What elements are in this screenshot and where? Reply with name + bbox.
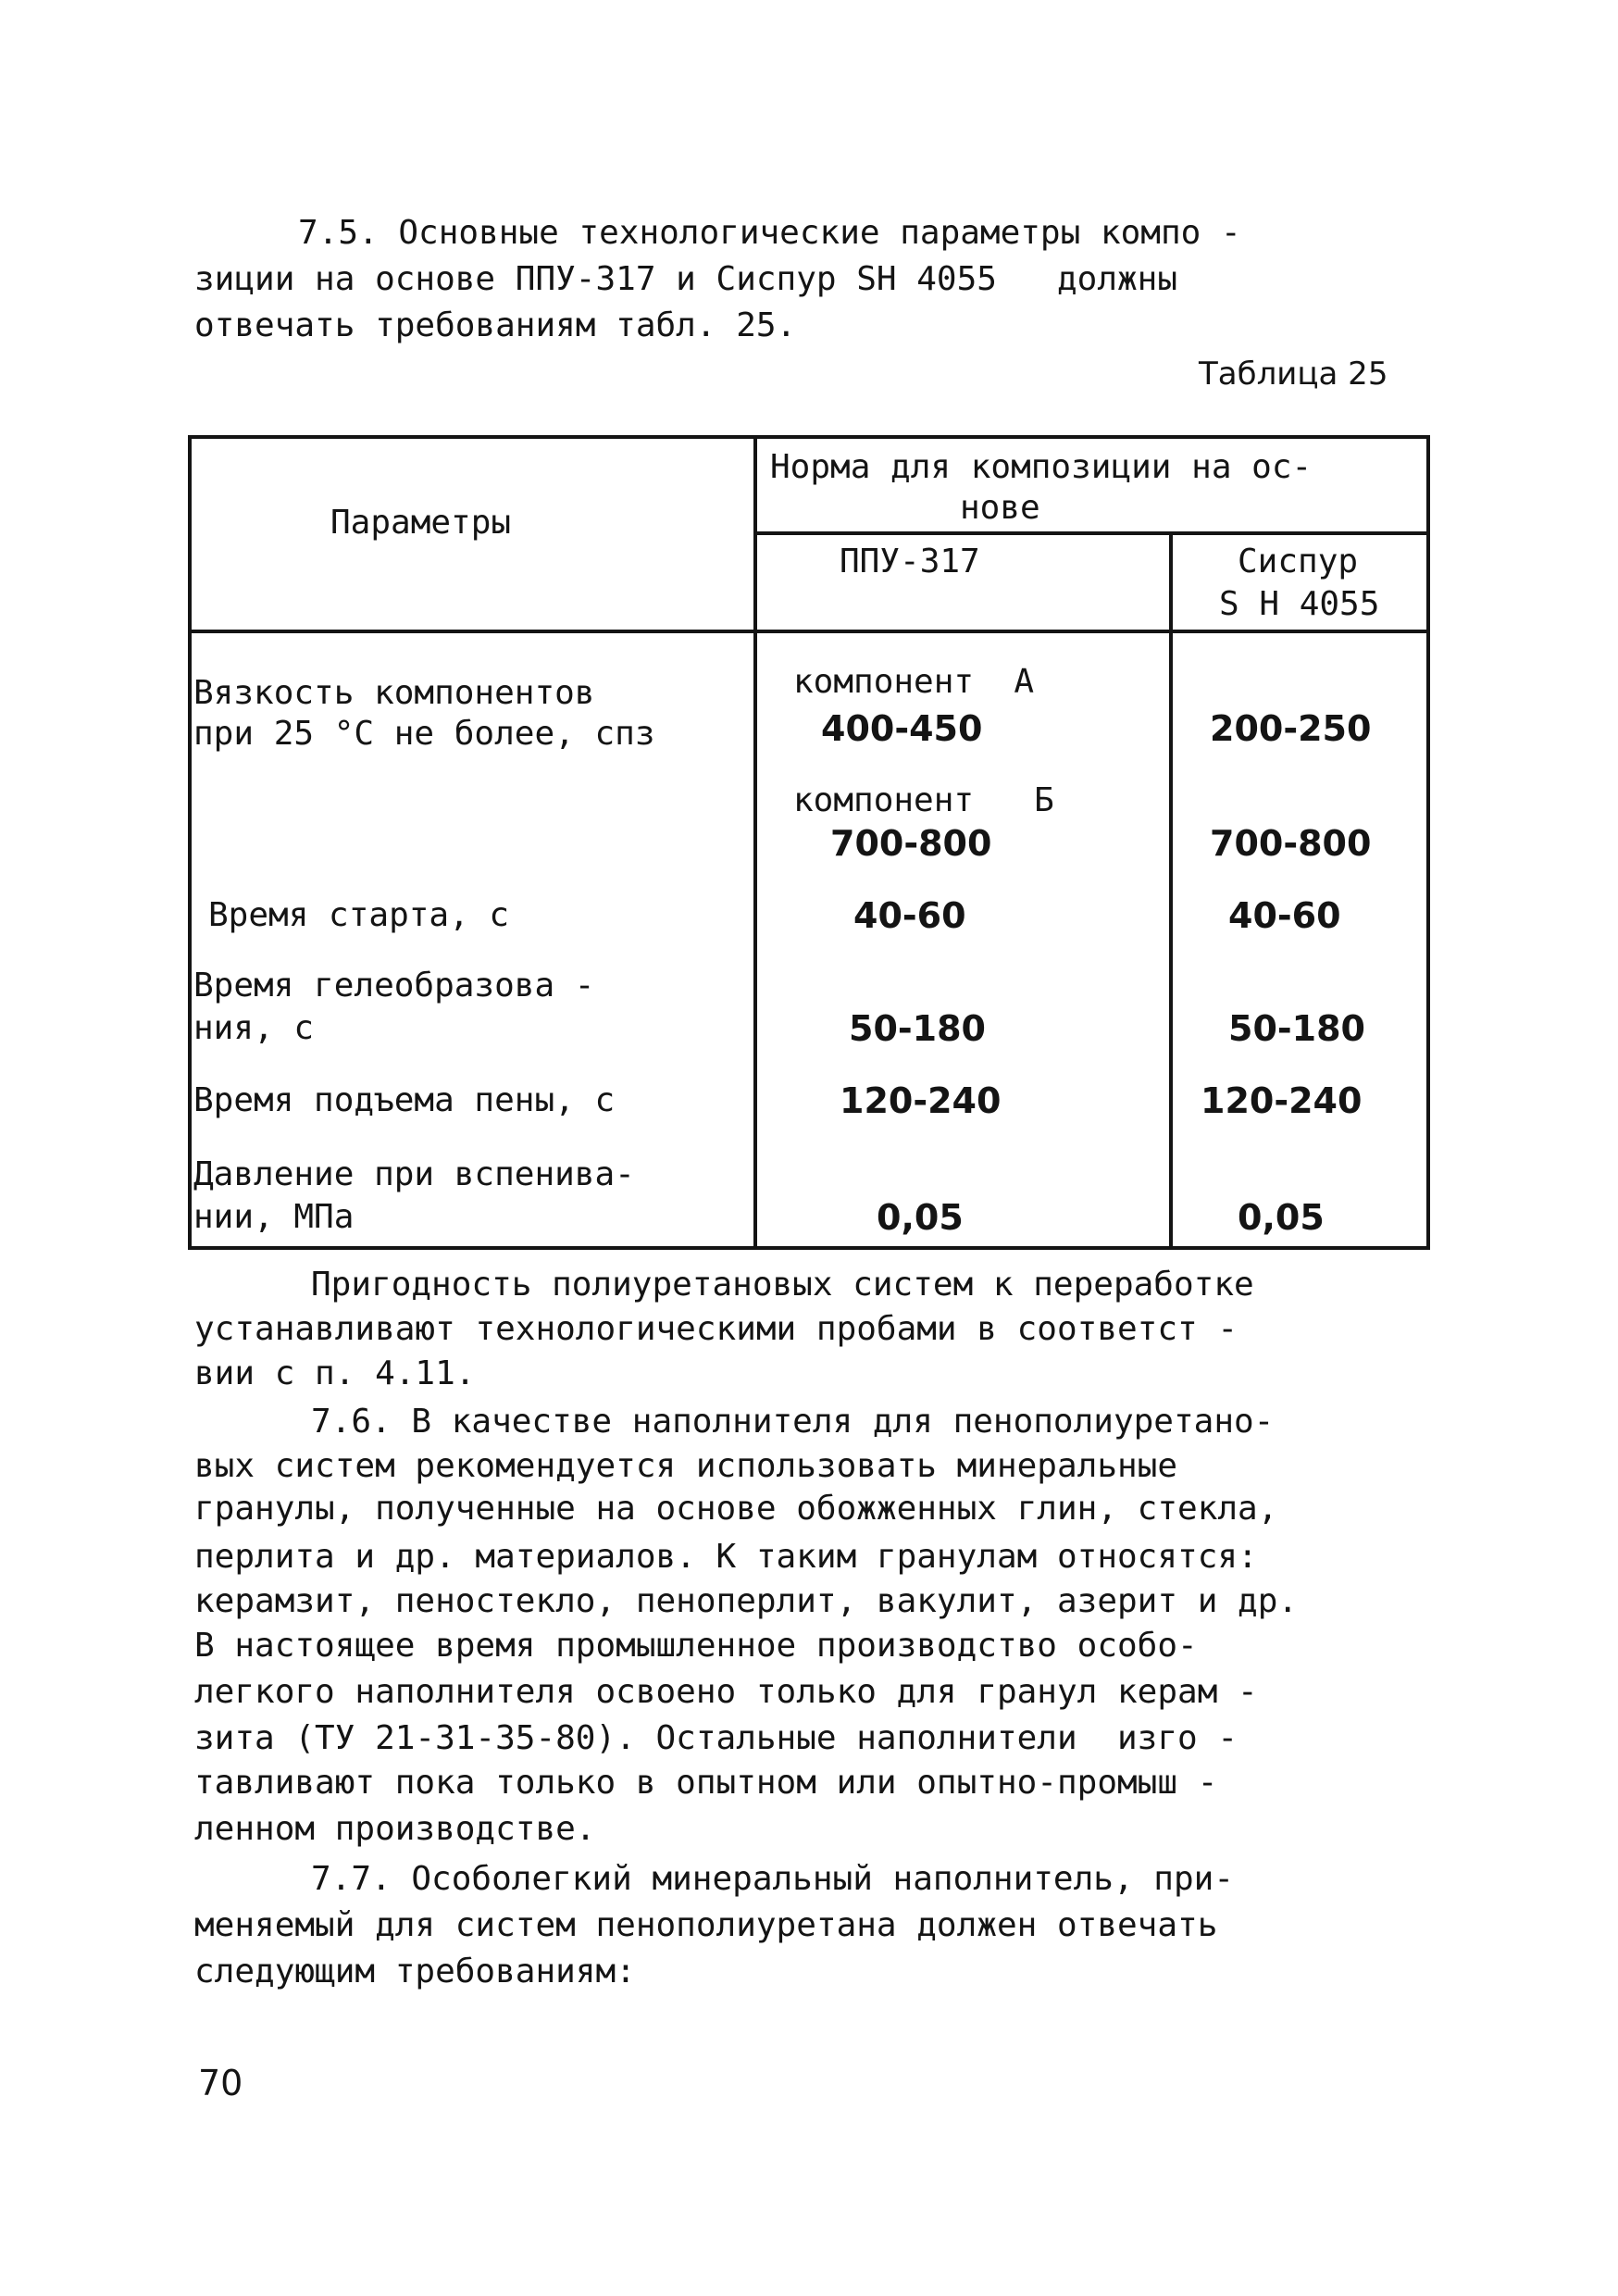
header-divider (753, 531, 1426, 535)
text-line: гранулы, полученные на основе обожженных глин, стекла, (194, 1490, 1278, 1528)
value-cell: 0,05 (877, 1197, 964, 1238)
value-cell: 700-800 (1210, 823, 1372, 864)
header-col-ppu: ППУ-317 (840, 543, 980, 580)
text-line: отвечать требованиям табл. 25. (194, 306, 797, 344)
header-params: Параметры (330, 504, 512, 542)
text-line: устанавливают технологическими пробами в соответст - (194, 1310, 1238, 1348)
text-line: легкого наполнителя освоено только для гранул керам - (194, 1673, 1258, 1711)
text-line: В настоящее время промышленное производство особо- (194, 1627, 1198, 1665)
value-cell: 0,05 (1238, 1197, 1325, 1238)
header-col-sispur: Сиспур (1238, 543, 1359, 580)
value-cell: 50-180 (1228, 1008, 1365, 1049)
header-col-sispur: S H 4055 (1219, 585, 1380, 623)
text-line: зита (ТУ 21-31-35-80). Остальные наполнители изго - (194, 1719, 1238, 1757)
page-number: 70 (198, 2063, 243, 2103)
component-label: компонент А (793, 663, 1035, 701)
text-line: зиции на основе ППУ-317 и Сиспур SH 4055 должны (194, 260, 1178, 298)
text-line: 7.6. В качестве наполнителя для пенополиуретано- (311, 1403, 1275, 1441)
text-line: ленном производстве. (194, 1810, 596, 1848)
text-line: Пригодность полиуретановых систем к переработке (311, 1266, 1254, 1304)
param-cell: Время подъема пены, с (193, 1081, 616, 1119)
component-label: компонент Б (793, 781, 1054, 819)
table-caption: Таблица 25 (1199, 356, 1388, 393)
text-line: перлита и др. материалов. К таким гранулам относятся: (194, 1538, 1258, 1576)
value-cell: 700-800 (830, 823, 992, 864)
value-cell: 120-240 (1201, 1080, 1363, 1121)
value-cell: 200-250 (1210, 708, 1372, 749)
text-line: вии с п. 4.11. (194, 1354, 476, 1392)
text-line: вых систем рекомендуется использовать минеральные (194, 1447, 1178, 1485)
param-cell: Время гелеобразова - (193, 967, 595, 1004)
param-cell: Время старта, с (208, 896, 510, 934)
value-cell: 40-60 (1228, 895, 1341, 936)
param-cell: ния, с (193, 1009, 315, 1047)
text-line: следующим требованиям: (194, 1953, 636, 1990)
text-line: керамзит, пеностекло, пеноперлит, вакулит, азерит и др. (194, 1582, 1299, 1620)
header-norm: Норма для композиции на ос- (770, 448, 1313, 486)
value-cell: 50-180 (849, 1008, 986, 1049)
text-line: 7.7. Особолегкий минеральный наполнитель, при- (311, 1860, 1234, 1898)
column-divider (1169, 535, 1173, 1246)
param-cell: Вязкость компонентов (193, 674, 595, 712)
text-line: тавливают пока только в опытном или опытно-промыш - (194, 1764, 1218, 1802)
text-line: меняемый для систем пенополиуретана должен отвечать (194, 1906, 1218, 1944)
value-cell: 400-450 (821, 708, 983, 749)
header-norm: нове (960, 489, 1040, 527)
parameters-table (188, 435, 1430, 1250)
value-cell: 40-60 (853, 895, 966, 936)
param-cell: нии, МПа (193, 1198, 355, 1236)
param-cell: при 25 °С не более, спз (193, 715, 655, 753)
header-bottom-line (192, 630, 1426, 633)
column-divider (753, 439, 757, 1246)
value-cell: 120-240 (840, 1080, 1002, 1121)
param-cell: Давление при вспенива- (193, 1155, 635, 1193)
text-line: 7.5. Основные технологические параметры компо - (298, 214, 1241, 252)
